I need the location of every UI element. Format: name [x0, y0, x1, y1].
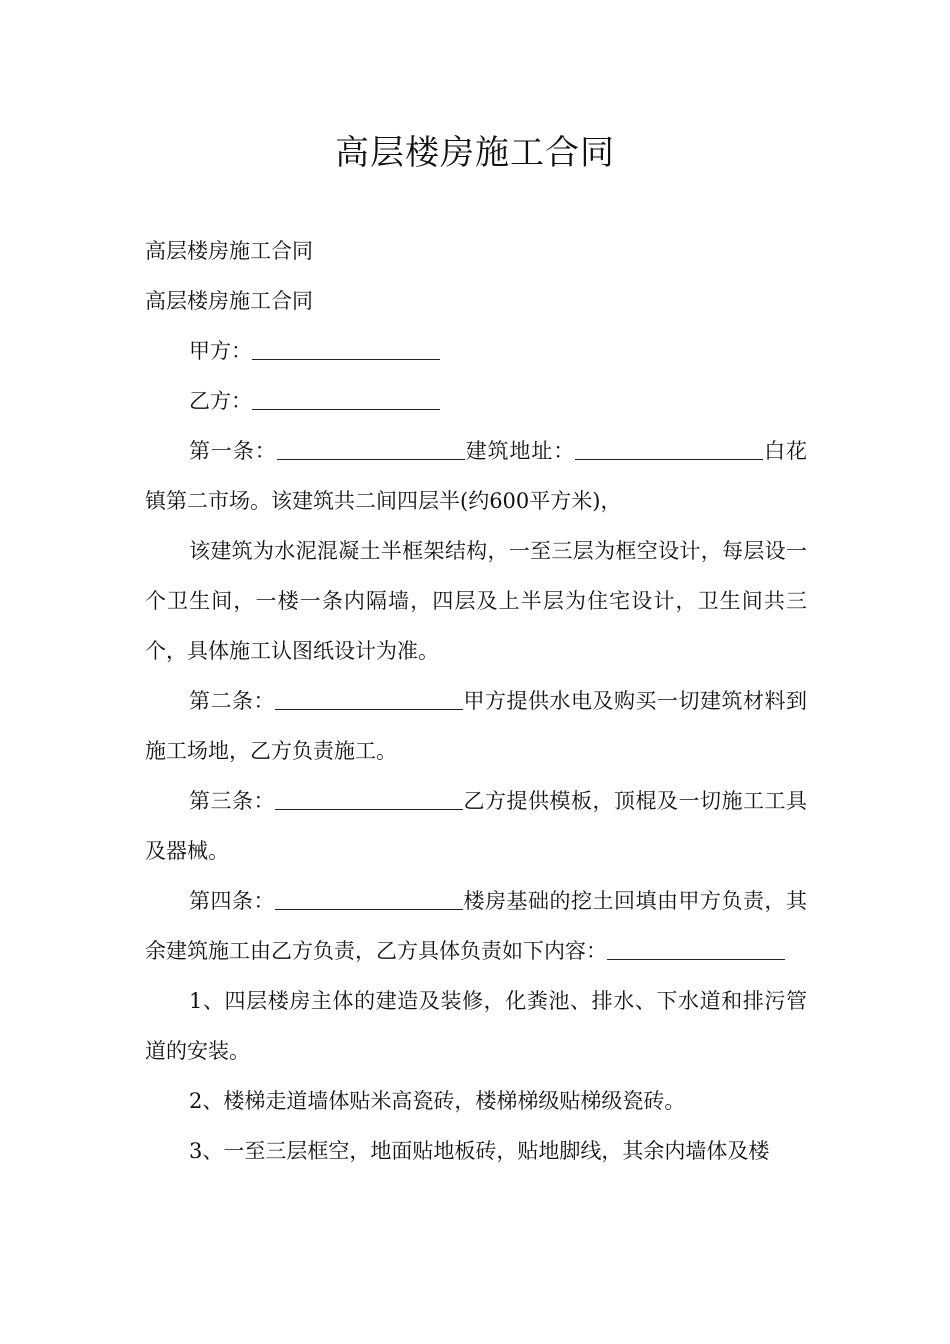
- article-4-text: 楼房基础的挖土回填由甲方负责，其余建筑施工由乙方负责，乙方具体负责如下内容：: [145, 889, 807, 963]
- document-title: 高层楼房施工合同: [335, 133, 615, 173]
- article-1-blank-2: [575, 438, 763, 460]
- article-4: [145, 876, 807, 976]
- article-2-text: 甲方提供水电及购买一切建筑材料到施工场地，乙方负责施工。: [145, 689, 807, 763]
- party-a-blank: [252, 338, 440, 360]
- article-3: [145, 776, 807, 876]
- party-a-label: 甲方：: [189, 339, 252, 363]
- structure-paragraph: 该建筑为水泥混凝土半框架结构，一至三层为框空设计，每层设一个卫生间，一楼一条内隔墙，四层及上半层为住宅设计，卫生间共三个，具体施工认图纸设计为准。: [145, 539, 807, 663]
- article-2: [145, 676, 807, 776]
- article-4-label: 第四条：: [189, 889, 275, 913]
- article-3-blank: [275, 788, 463, 810]
- article-1-address-label: 建筑地址：: [464, 439, 576, 463]
- article-2-blank: [275, 688, 463, 710]
- party-b-label: 乙方：: [189, 389, 252, 413]
- document-body: [145, 226, 807, 1176]
- list-item-2: 2、楼梯走道墙体贴米高瓷砖，楼梯梯级贴梯级瓷砖。: [189, 1089, 686, 1113]
- article-1-blank-1: [277, 438, 465, 460]
- party-b-line: [145, 376, 807, 426]
- party-a-line: [145, 326, 807, 376]
- article-3-text: 乙方提供模板，顶棍及一切施工工具及器械。: [145, 789, 807, 863]
- article-1-label: 第一条：: [189, 439, 277, 463]
- list-item-1: 1、四层楼房主体的建造及装修，化粪池、排水、下水道和排污管道的安装。: [145, 989, 807, 1063]
- article-2-label: 第二条：: [189, 689, 275, 713]
- article-4-trailing-blank-cont: [747, 938, 785, 960]
- article-3-label: 第三条：: [189, 789, 275, 813]
- party-b-blank: [252, 388, 440, 410]
- article-4-blank: [275, 888, 463, 910]
- subtitle-line-2: 高层楼房施工合同: [145, 289, 313, 313]
- article-4-trailing-blank: [607, 938, 747, 960]
- article-1: [145, 426, 807, 526]
- article-1-text: 白花镇第二市场。该建筑共二间四层半(约600平方米)，: [145, 439, 808, 513]
- subtitle-line-1: 高层楼房施工合同: [145, 239, 313, 263]
- list-item-3: 3、一至三层框空，地面贴地板砖，贴地脚线，其余内墙体及楼: [189, 1139, 770, 1163]
